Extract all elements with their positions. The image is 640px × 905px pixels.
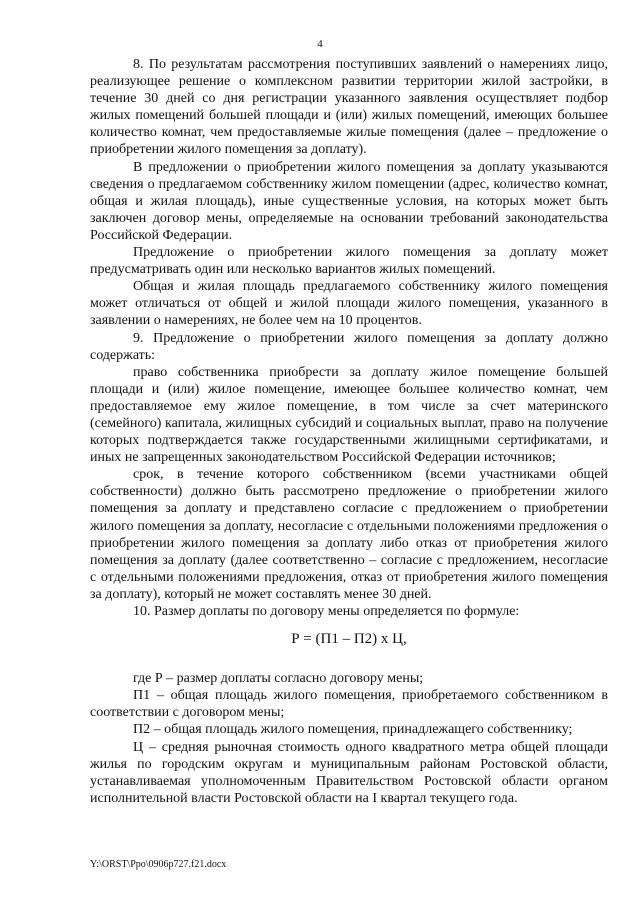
definition-p1: П1 – общая площадь жилого помещения, приобретаемого собственником в соответствии с договором мены; [90, 688, 608, 721]
definition-p2: П2 – общая площадь жилого помещения, принадлежащего собственнику; [133, 722, 573, 738]
paragraph-offer-contents: В предложении о приобретении жилого помещения за доплату указываются сведения о предлагаемом собственнику жилом помещении (адрес, количество комнат, общая и жилая площадь), иные существенные условия, на которых может быть заключен договор мены, определяемые на основании требований законодательства Российской Федерации. [90, 159, 608, 243]
paragraph-item-8: 8. По результатам рассмотрения поступивших заявлений о намерениях лицо, реализующее решение о комплексном развитии территории жилой застройки, в течение 30 дней со дня регистрации указанного заявления осуществляет подбор жилых помещений большей площади и (или) жилых помещений, имеющих большее количество комнат, чем предоставляемые жилые помещения (далее – предложение о приобретении жилого помещения за доплату). [90, 57, 608, 158]
paragraph-review-term: срок, в течение которого собственником (всеми участниками общей собственности) должно быть рассмотрено предложение о приобретении жилого помещения за доплату и представлено согласие с предложением о приобретении жилого помещения за доплату, несогласие с отдельными положениями предложения о приобретении жилого помещения за доплату либо отказ от приобретения жилого помещения за доплату (далее соответственно – согласие с предложением, несогласие с отдельными положениями предложения, отказ от приобретения жилого помещения за доплату), который не может составлять менее 30 дней. [90, 467, 608, 602]
paragraph-owner-right: право собственника приобрести за доплату жилое помещение большей площади и (или) жилое помещение, имеющее большее количество комнат, чем предоставляемое ему жилое помещение, в том числе за счет материнского (семейного) капитала, жилищных субсидий и социальных выплат, право на получение которых подтверждается также государственными жилищными сертификатами, и иных не запрещенных законодательством Российской Федерации источников; [90, 364, 608, 466]
paragraph-item-10: 10. Размер доплаты по договору мены определяется по формуле: [133, 604, 520, 619]
footer-file-path: Y:\ORST\Ppo\0906p727.f21.docx [90, 859, 227, 870]
definition-p: где Р – размер доплаты согласно договору мены; [133, 671, 424, 687]
document-body [90, 56, 608, 807]
paragraph-area-tolerance: Общая и жилая площадь предлагаемого собственнику жилого помещения может отличаться от общей и жилой площади жилого помещения, указанного в заявлении о намерениях, не более чем на 10 процентов. [90, 279, 608, 329]
paragraph-item-9: 9. Предложение о приобретении жилого помещения за доплату должно содержать: [90, 330, 608, 363]
payment-formula: Р = (П1 – П2) x Ц, [291, 631, 407, 648]
paragraph-offer-variants: Предложение о приобретении жилого помещения за доплату может предусматривать один или несколько вариантов жилых помещений. [90, 245, 608, 278]
page-number: 4 [317, 38, 323, 50]
definition-c: Ц – средняя рыночная стоимость одного квадратного метра общей площади жилья по городским округам и муниципальным районам Ростовской области, устанавливаемая уполномоченным Правительством Ростовской области органом исполнительной власти Ростовской области на I квартал текущего года. [90, 739, 608, 806]
